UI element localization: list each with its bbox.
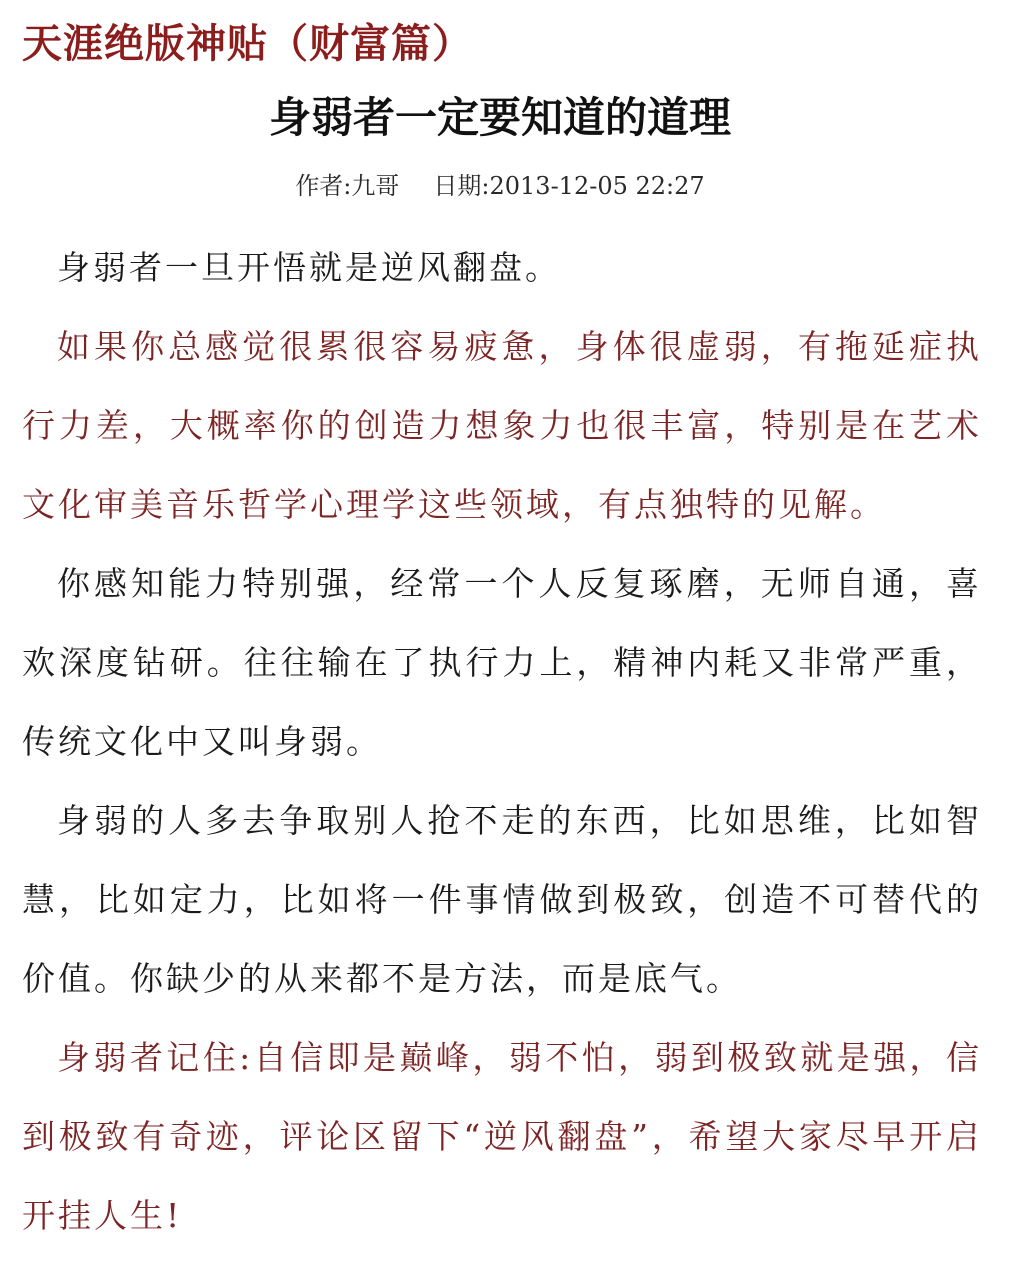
paragraph: 身弱的人多去争取别人抢不走的东西，比如思维，比如智慧，比如定力，比如将一件事情做到极致，创造不可替代的价值。你缺少的从来都不是方法，而是底气。 — [22, 801, 982, 998]
publish-date: 日期:2013-12-05 22:27 — [433, 172, 705, 200]
article-title: 身弱者一定要知道的道理 — [268, 93, 731, 142]
article-body — [22, 228, 982, 1255]
paragraph: 身弱者一旦开悟就是逆风翻盘。 — [57, 248, 561, 287]
paragraph: 身弱者记住:自信即是巅峰，弱不怕，弱到极致就是强，信到极致有奇迹，评论区留下“逆风翻盘”，希望大家尽早开启开挂人生! — [22, 1038, 982, 1235]
article-meta — [0, 168, 1000, 204]
series-title: 天涯绝版神贴（财富篇） — [22, 21, 473, 67]
author-label: 作者:九哥 — [295, 172, 400, 200]
paragraph: 如果你总感觉很累很容易疲惫，身体很虚弱，有拖延症执行力差，大概率你的创造力想象力也很丰富，特别是在艺术文化审美音乐哲学心理学这些领域，有点独特的见解。 — [22, 327, 982, 524]
paragraph: 你感知能力特别强，经常一个人反复琢磨，无师自通，喜欢深度钻研。往往输在了执行力上，精神内耗又非常严重，传统文化中又叫身弱。 — [22, 564, 982, 761]
